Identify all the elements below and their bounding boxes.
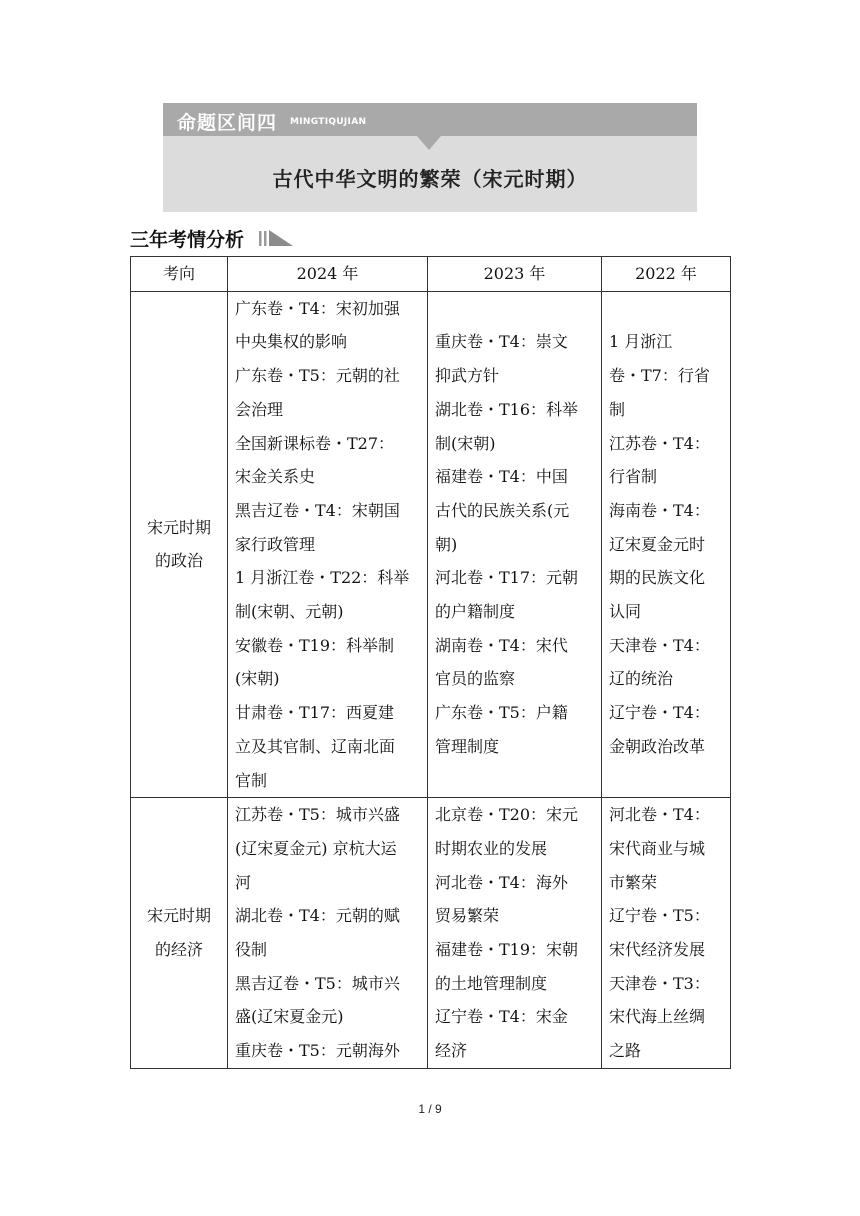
cell-text-line: 辽宁卷・T5： xyxy=(609,906,710,926)
cell-text-line: 海南卷・T4： xyxy=(609,500,710,520)
cell-text-line: 卷・T7：行省 xyxy=(609,366,710,386)
cell-text-line: 官制 xyxy=(235,770,268,790)
cell-text-line: (辽宋夏金元) 京杭大运 xyxy=(235,838,397,858)
cell-text-line: 湖南卷・T4：宋代 xyxy=(435,635,568,655)
cell-text-line: 辽宁卷・T4： xyxy=(609,703,710,723)
table-row xyxy=(131,291,731,798)
cell-text-line: 1 月浙江卷・T22：科举 xyxy=(235,568,410,588)
page-number: 1 / 9 xyxy=(418,1102,442,1116)
cell-text-line: 北京卷・T20：宋元 xyxy=(435,805,579,825)
cell-text-line: 官员的监察 xyxy=(435,669,516,689)
cell-text-line: 盛(辽宋夏金元) xyxy=(235,1007,344,1027)
cell-text-line: 天津卷・T4： xyxy=(609,635,710,655)
table-header-row xyxy=(131,257,731,292)
cell-text-line: 重庆卷・T5：元朝海外 xyxy=(235,1041,400,1061)
banner-subtitle: MINGTIQUJIAN xyxy=(290,117,367,127)
column-header: 2023 年 xyxy=(428,257,602,292)
topic-cell xyxy=(131,798,228,1069)
section-decoration-icon xyxy=(259,229,295,247)
cell-text-line: 江苏卷・T5：城市兴盛 xyxy=(235,805,400,825)
cell-text-line: 认同 xyxy=(609,602,642,622)
cell-text-line: 贸易繁荣 xyxy=(435,906,500,926)
column-header: 2022 年 xyxy=(602,257,731,292)
cell-2024 xyxy=(228,291,428,798)
cell-text-line: 制(宋朝) xyxy=(435,433,496,453)
cell-text-line: 经济 xyxy=(435,1041,468,1061)
cell-text-line: 甘肃卷・T17：西夏建 xyxy=(235,703,395,723)
cell-2023 xyxy=(428,798,602,1069)
cell-text-line: 家行政管理 xyxy=(235,534,316,554)
cell-text-line: 广东卷・T5：元朝的社 xyxy=(235,366,400,386)
cell-text-line: 宋代海上丝绸 xyxy=(609,1007,706,1027)
cell-text-line: 天津卷・T3： xyxy=(609,973,710,993)
cell-text-line: 的经济 xyxy=(154,940,203,960)
cell-text-line: 广东卷・T4：宋初加强 xyxy=(235,298,400,318)
cell-text-line: 河北卷・T17：元朝 xyxy=(435,568,579,588)
cell-text-line: 役制 xyxy=(235,940,268,960)
column-header: 2024 年 xyxy=(228,257,428,292)
cell-text-line: 辽的统治 xyxy=(609,669,674,689)
column-header: 考向 xyxy=(131,257,228,292)
cell-text-line: 江苏卷・T4： xyxy=(609,433,710,453)
cell-text-line: 管理制度 xyxy=(435,736,500,756)
cell-text-line: 河北卷・T4： xyxy=(609,805,710,825)
cell-text-line: 立及其官制、辽南北面 xyxy=(235,736,396,756)
banner-title: 命题区间四 xyxy=(177,112,278,134)
banner-top-strip xyxy=(163,103,697,136)
cell-text-line: 制(宋朝、元朝) xyxy=(235,602,344,622)
cell-text-line: 朝) xyxy=(435,534,458,554)
cell-text-line: 抑武方针 xyxy=(435,366,500,386)
cell-text-line: 宋元时期 xyxy=(146,517,211,537)
cell-text-line: 古代的民族关系(元 xyxy=(435,500,570,520)
cell-text-line: 会治理 xyxy=(235,399,284,419)
cell-text-line: 时期农业的发展 xyxy=(435,838,548,858)
cell-text-line: 福建卷・T19：宋朝 xyxy=(435,940,579,960)
cell-text-line: 黑吉辽卷・T4：宋朝国 xyxy=(235,500,400,520)
cell-text-line: 宋金关系史 xyxy=(235,467,316,487)
cell-text-line: 中央集权的影响 xyxy=(235,332,348,352)
cell-text-line: 辽宁卷・T4：宋金 xyxy=(435,1007,568,1027)
cell-text-line: 的政治 xyxy=(154,551,203,571)
cell-text-line: 宋元时期 xyxy=(146,906,211,926)
topic-cell xyxy=(131,291,228,798)
cell-text-line: 宋代商业与城 xyxy=(609,838,706,858)
cell-text-line: 宋代经济发展 xyxy=(609,940,706,960)
cell-text-line: 的户籍制度 xyxy=(435,602,516,622)
cell-text-line: 金朝政治改革 xyxy=(609,736,706,756)
cell-text-line: 福建卷・T4：中国 xyxy=(435,467,568,487)
chapter-banner xyxy=(163,103,697,212)
cell-text-line: 河北卷・T4：海外 xyxy=(435,872,568,892)
cell-text-line: 湖北卷・T16：科举 xyxy=(435,399,579,419)
cell-2022 xyxy=(602,291,731,798)
cell-text-line: 湖北卷・T4：元朝的赋 xyxy=(235,906,400,926)
cell-text-line: 市繁荣 xyxy=(609,872,658,892)
cell-2022 xyxy=(602,798,731,1069)
cell-text-line: (宋朝) xyxy=(235,669,280,689)
cell-text-line: 制 xyxy=(609,399,626,419)
cell-text-line: 安徽卷・T19：科举制 xyxy=(235,635,395,655)
cell-text-line: 之路 xyxy=(609,1041,642,1061)
cell-text-line: 全国新课标卷・T27： xyxy=(235,433,395,453)
cell-text-line: 辽宋夏金元时 xyxy=(609,534,706,554)
cell-text-line: 河 xyxy=(235,872,252,892)
exam-analysis-table xyxy=(130,256,731,1069)
cell-text-line: 的土地管理制度 xyxy=(435,973,548,993)
cell-text-line: 1 月浙江 xyxy=(609,332,673,352)
cell-2023 xyxy=(428,291,602,798)
cell-text-line: 期的民族文化 xyxy=(609,568,706,588)
cell-text-line: 行省制 xyxy=(609,467,658,487)
cell-text-line: 重庆卷・T4：崇文 xyxy=(435,332,568,352)
section-title: 三年考情分析 xyxy=(130,229,245,251)
table-row xyxy=(131,798,731,1069)
cell-text-line: 黑吉辽卷・T5：城市兴 xyxy=(235,973,400,993)
cell-text-line: 广东卷・T5：户籍 xyxy=(435,703,568,723)
chapter-heading: 古代中华文明的繁荣（宋元时期） xyxy=(272,167,588,191)
cell-2024 xyxy=(228,798,428,1069)
banner-notch xyxy=(417,136,441,150)
